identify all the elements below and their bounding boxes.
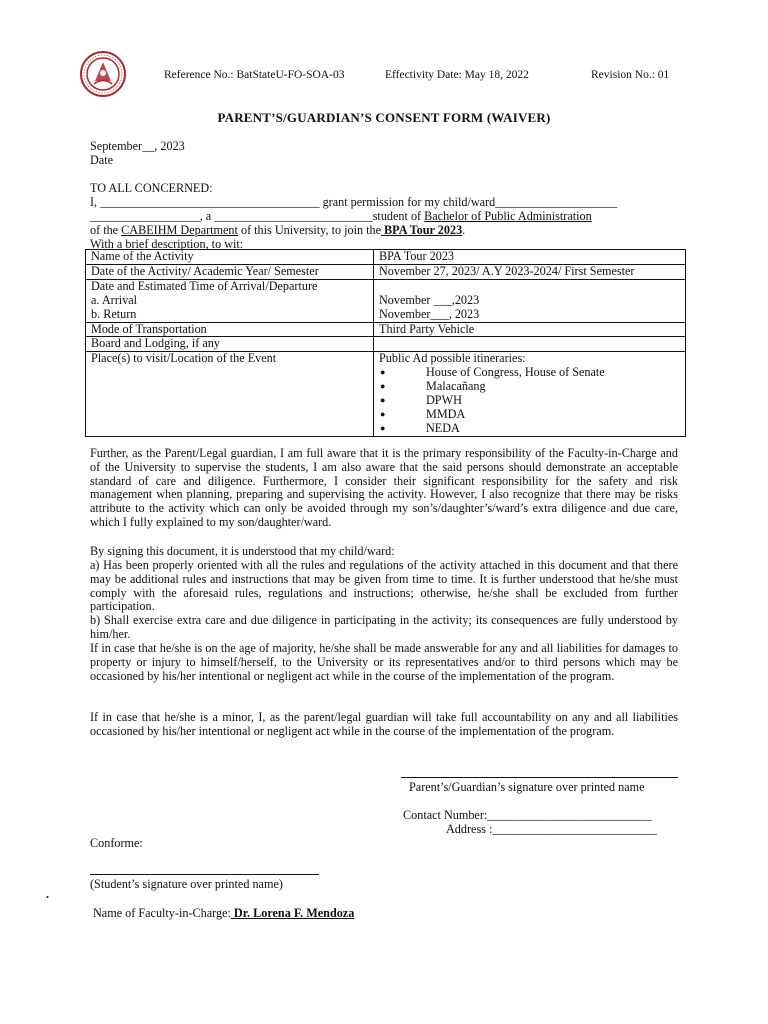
faculty-in-charge: Name of Faculty-in-Charge: Dr. Lorena F. Mendoza <box>93 906 355 920</box>
contact-number-blank[interactable]: ___________________________ <box>487 808 652 822</box>
student-signature-label: (Student’s signature over printed name) <box>90 877 283 891</box>
contact-number-field[interactable]: Contact Number:___________________________ <box>403 808 652 822</box>
reference-number: Reference No.: BatStateU-FO-SOA-03 <box>164 69 345 81</box>
clause-b: b) Shall exercise extra care and due diligence in participating in the activity; its consequences are fully understood by him/her. <box>90 613 678 641</box>
table-row <box>86 250 686 265</box>
intro-line-3: of the CABEIHM Department of this University, to join the BPA Tour 2023. <box>90 223 466 237</box>
intro-line-4: With a brief description, to wit: <box>90 237 244 251</box>
itinerary-item: ● NEDA <box>379 422 680 436</box>
row-value: Public Ad possible itineraries: ● House of Congress, House of Senate ● Malacañang ● DPWH ● MMDA ● NEDA <box>374 352 686 436</box>
signing-intro: By signing this document, it is understood that my child/ward: <box>90 544 395 558</box>
table-row <box>86 352 686 436</box>
return-date[interactable]: November___, 2023 <box>379 306 480 321</box>
address-field[interactable]: Address :___________________________ <box>446 822 657 836</box>
parent-signature-label: Parent’s/Guardian’s signature over printed name <box>409 780 645 794</box>
row-label: Mode of Transportation <box>86 322 374 337</box>
row-label: Date and Estimated Time of Arrival/Departure a. Arrival b. Return <box>86 279 374 322</box>
student-signature-line[interactable] <box>90 874 319 875</box>
intro-line-1: I, ____________________________________ grant permission for my child/ward____________________ <box>90 195 618 209</box>
date-value: September__, 2023 <box>90 139 185 153</box>
date-label: Date <box>90 153 114 167</box>
guardian-name-blank[interactable]: ____________________________________ <box>100 195 320 209</box>
activity-name: BPA Tour 2023 <box>381 223 463 237</box>
responsibility-paragraph: Further, as the Parent/Legal guardian, I am full aware that it is the primary responsibility of the Faculty-in-Charge and of the University to supervise the students, I am also aware that the said persons should demonstrate an acceptable standard of care and diligence. Furthermore, I consider their significant responsibility for the safety and risk management when planning, preparing and supervising the activity. However, I also recognize that there may be risks attribute to the activity which can only be avoided through my son’s/daughter’s/ward’s extra diligence and due care, which I fully explained to my son/daughter/ward. <box>90 446 678 529</box>
itinerary-item: ● DPWH <box>379 394 680 408</box>
clause-majority: If in case that he/she is on the age of majority, he/she shall be made answerable for any and all liabilities for damages to property or injury to himself/herself, to the University or its representatives and/or to third persons which may be occasioned by his/her intentional or negligent act while in the course of the implementation of the program. <box>90 641 678 683</box>
minor-paragraph: If in case that he/she is a minor, I, as the parent/legal guardian will take full accountability on any and all liabilities occasioned by his/her intentional or negligent act while in the course of the implementation of the program. <box>90 710 678 738</box>
conforme-label: Conforme: <box>90 836 143 850</box>
itinerary-item: ● MMDA <box>379 408 680 422</box>
table-row <box>86 322 686 337</box>
activity-details-table <box>85 249 686 437</box>
program-name: Bachelor of Public Administration <box>424 209 592 223</box>
row-value[interactable] <box>374 337 686 352</box>
form-title: PARENT’S/GUARDIAN’S CONSENT FORM (WAIVER) <box>217 110 551 125</box>
university-seal-icon <box>80 51 126 97</box>
stray-dot: . <box>46 887 50 901</box>
address-blank[interactable]: ___________________________ <box>492 822 657 836</box>
year-level-blank[interactable]: __________________________ <box>214 209 373 223</box>
row-value: BPA Tour 2023 <box>374 250 686 265</box>
row-label: Date of the Activity/ Academic Year/ Semester <box>86 264 374 279</box>
row-value: Third Party Vehicle <box>374 322 686 337</box>
effectivity-date: Effectivity Date: May 18, 2022 <box>385 69 529 81</box>
department-name: CABEIHM Department <box>121 223 238 237</box>
itinerary-item: ● House of Congress, House of Senate <box>379 366 680 380</box>
parent-signature-line[interactable] <box>401 777 678 778</box>
revision-number: Revision No.: 01 <box>591 69 670 81</box>
salutation: TO ALL CONCERNED: <box>90 181 213 195</box>
row-label: Place(s) to visit/Location of the Event <box>86 352 374 436</box>
table-row <box>86 264 686 279</box>
faculty-name: Dr. Lorena F. Mendoza <box>230 906 355 920</box>
arrival-date[interactable]: November ___,2023 <box>379 292 480 307</box>
row-label: Board and Lodging, if any <box>86 337 374 352</box>
clause-a: a) Has been properly oriented with all the rules and regulations of the activity attached in this document and that there may be additional rules and instructions that may be given from time to time. It is further understood that he/she must comply with the aforesaid rules, regulations and instructions; otherwise, he/she shall be excluded from further participation. <box>90 558 678 614</box>
child-name-blank[interactable]: ____________________ <box>495 195 618 209</box>
row-value: November 27, 2023/ A.Y 2023-2024/ First Semester <box>374 264 686 279</box>
row-label: Name of the Activity <box>86 250 374 265</box>
itinerary-item: ● Malacañang <box>379 380 680 394</box>
table-row <box>86 279 686 322</box>
row-value <box>374 279 686 322</box>
intro-line-2: __________________, a __________________________student of Bachelor of Public Administration <box>90 209 592 223</box>
table-row <box>86 337 686 352</box>
child-name-blank-2[interactable]: __________________ <box>90 209 200 223</box>
